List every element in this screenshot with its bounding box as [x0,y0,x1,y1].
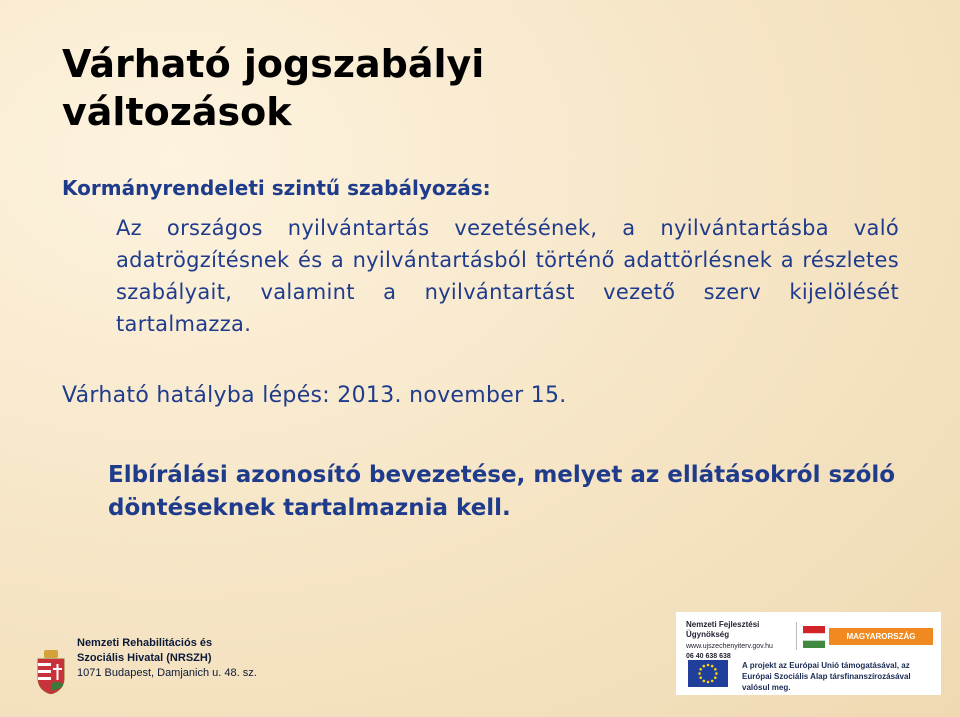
organization-address: 1071 Budapest, Damjanich u. 48. sz. [77,667,257,679]
body-paragraph: Az országos nyilvántartás vezetésének, a nyilvántartásba való adatrögzítésnek és a nyilvántartásból történő adattörlésnek a részletes szabályait, valamint a nyilvántartást vezető szerv kijelölését tartalmazza. [116,216,899,336]
funding-logos [676,612,941,695]
nfu-title: Nemzeti Fejlesztési Ügynökség [686,620,760,639]
magyarorszag-megujul-badge: MAGYARORSZÁG MEGÚJUL [829,628,933,645]
highlight-text: Elbírálási azonosító bevezetése, melyet az ellátásokról szóló döntéseknek tartalmaznia kell. [108,462,896,521]
effective-date: Várható hatályba lépés: 2013. november 15. [62,383,567,408]
hungarian-coat-of-arms-icon [35,650,67,694]
nfu-phone: 06 40 638 638 [686,653,731,660]
nfu-url: www.ujszechenyiterv.gov.hu [686,643,773,650]
eu-funding-text: A projekt az Európai Unió támogatásával, az Európai Szociális Alap társfinanszírozásával valósul meg. [742,661,911,692]
subheading: Kormányrendeleti szintű szabályozás: [62,176,491,200]
slide-title: Várható jogszabályi változások [62,42,485,134]
nfu-logo [686,620,796,662]
eu-flag-icon [688,660,728,687]
hungarian-flag-icon [803,626,825,648]
organization-name: Nemzeti Rehabilitációs és Szociális Hivatal (NRSZH) [77,637,213,664]
footer-organization [35,636,255,696]
logo-divider [796,622,797,650]
